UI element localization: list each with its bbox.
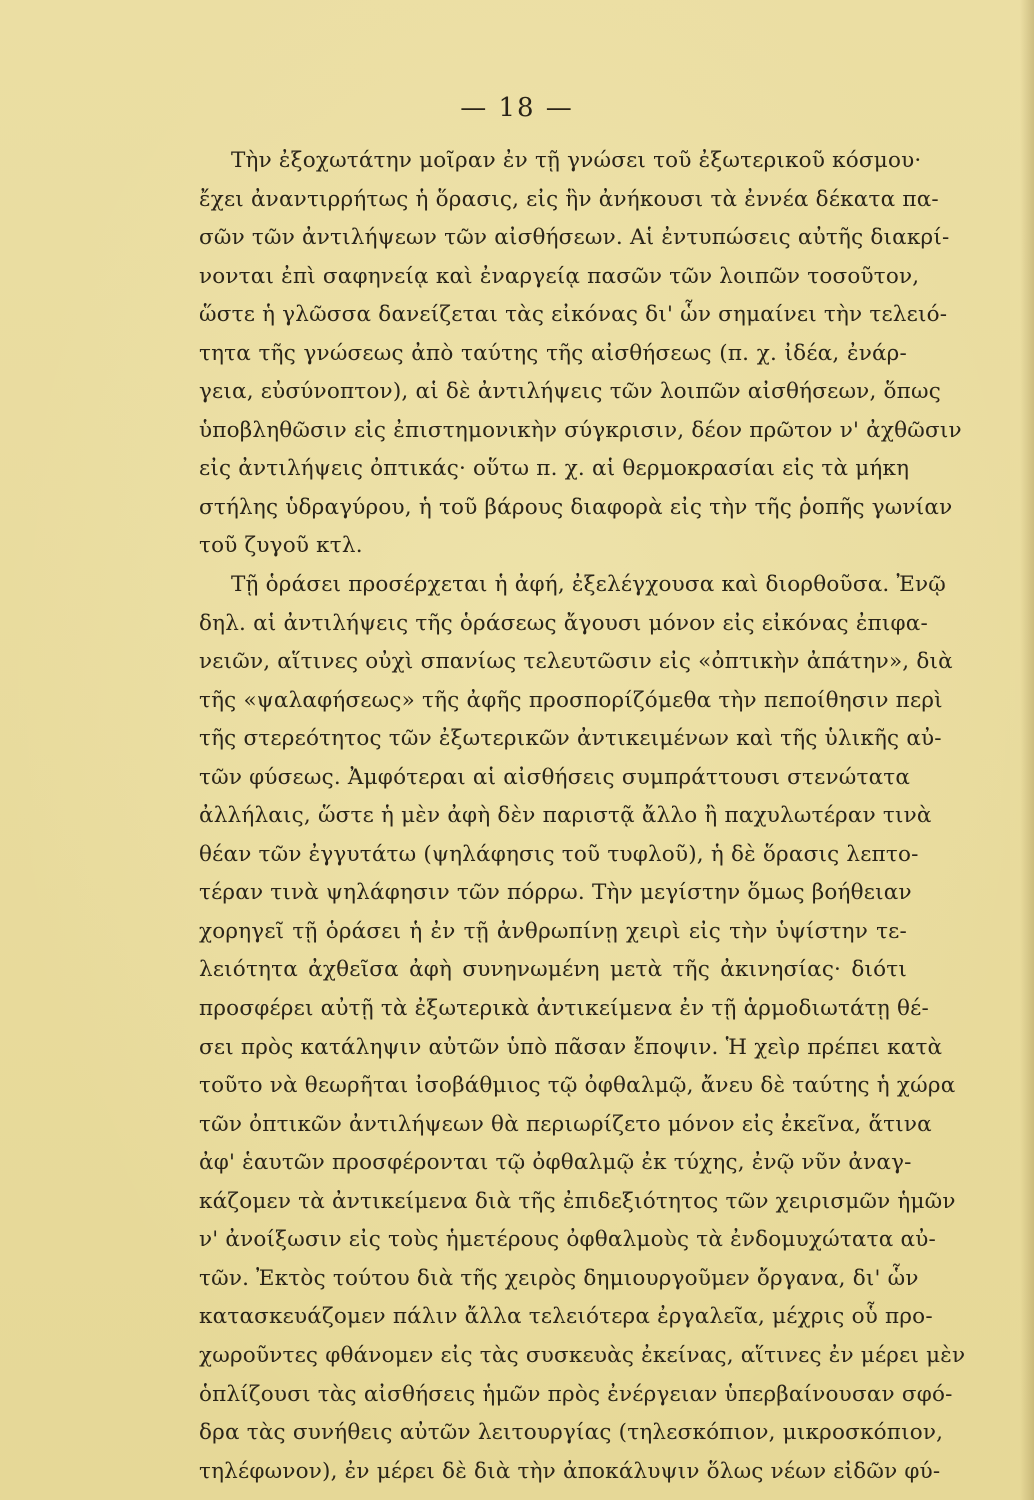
text-line: ν' ἀνοίξωσιν εἰς τοὺς ἡμετέρους ὀφθαλμοὺς τὰ ἐνδομυχώτατα αὐ-	[199, 1227, 936, 1253]
text-line: θέαν τῶν ἐγγυτάτω (ψηλάφησις τοῦ τυφλοῦ), ἡ δὲ ὅρασις λεπτο-	[199, 841, 919, 867]
text-line: κάζομεν τὰ ἀντικείμενα διὰ τῆς ἐπιδεξιότητος τῶν χειρισμῶν ἡμῶν	[199, 1188, 956, 1214]
text-line: κατασκευάζομεν πάλιν ἄλλα τελειότερα ἐργαλεῖα, μέχρις οὗ προ-	[199, 1304, 933, 1330]
page-edge-shadow	[1020, 0, 1034, 1500]
text-line: ἀλλήλαις, ὥστε ἡ μὲν ἀφὴ δὲν παριστᾷ ἄλλο ἢ παχυλωτέραν τινὰ	[199, 803, 932, 829]
text-line: ὑποβληθῶσιν εἰς ἐπιστημονικὴν σύγκρισιν, δέον πρῶτον ν' ἀχθῶσιν	[199, 417, 962, 443]
text-line: τέραν τινὰ ψηλάφησιν τῶν πόρρω. Τὴν μεγίστην ὅμως βοήθειαν	[199, 880, 912, 906]
text-line: νονται ἐπὶ σαφηνείᾳ καὶ ἐναργείᾳ πασῶν τῶν λοιπῶν τοσοῦτον,	[199, 263, 920, 289]
text-line: χορηγεῖ τῇ ὁράσει ἡ ἐν τῇ ἀνθρωπίνῃ χειρὶ εἰς τὴν ὑψίστην τε-	[199, 918, 907, 944]
text-line: τῶν. Ἐκτὸς τούτου διὰ τῆς χειρὸς δημιουργοῦμεν ὄργανα, δι' ὧν	[199, 1265, 919, 1291]
body-text	[199, 142, 966, 1491]
text-line: σῶν τῶν ἀντιλήψεων τῶν αἰσθήσεων. Αἱ ἐντυπώσεις αὐτῆς διακρί-	[199, 225, 950, 251]
text-line: τῶν φύσεως. Ἀμφότεραι αἱ αἰσθήσεις συμπράττουσι στενώτατα	[199, 764, 911, 790]
text-line: εἰς ἀντιλήψεις ὀπτικάς· οὕτω π. χ. αἱ θερμοκρασίαι εἰς τὰ μήκη	[199, 456, 910, 482]
text-line: νειῶν, αἵτινες οὐχὶ σπανίως τελευτῶσιν εἰς «ὀπτικὴν ἀπάτην», διὰ	[199, 649, 953, 675]
text-line: γεια, εὐσύνοπτον), αἱ δὲ ἀντιλήψεις τῶν λοιπῶν αἰσθήσεων, ὅπως	[199, 379, 941, 405]
text-line: ὁπλίζουσι τὰς αἰσθήσεις ἡμῶν πρὸς ἐνέργειαν ὑπερβαίνουσαν σφό-	[199, 1381, 953, 1407]
text-line: λειότητα ἀχθεῖσα ἀφὴ συνηνωμένη μετὰ τῆς ἀκινησίας· διότι	[199, 957, 907, 983]
text-line: Τῇ ὁράσει προσέρχεται ἡ ἀφή, ἐξελέγχουσα καὶ διορθοῦσα. Ἐνῷ	[231, 572, 947, 598]
text-line: τοῦ ζυγοῦ κτλ.	[199, 533, 363, 559]
page-number: — 18 —	[460, 93, 574, 123]
text-line: τῶν ὀπτικῶν ἀντιλήψεων θὰ περιωρίζετο μόνον εἰς ἐκεῖνα, ἅτινα	[199, 1111, 932, 1137]
text-line: Τὴν ἐξοχωτάτην μοῖραν ἐν τῇ γνώσει τοῦ ἐξωτερικοῦ κόσμου·	[231, 148, 922, 173]
text-line: τῆς «ψαλαφήσεως» τῆς ἀφῆς προσπορίζόμεθα τὴν πεποίθησιν περὶ	[199, 687, 943, 713]
text-line: τῆς στερεότητος τῶν ἐξωτερικῶν ἀντικειμένων καὶ τῆς ὑλικῆς αὐ-	[199, 726, 942, 752]
text-line: τητα τῆς γνώσεως ἀπὸ ταύτης τῆς αἰσθήσεως (π. χ. ἰδέα, ἐνάρ-	[199, 340, 907, 366]
text-line: τηλέφωνον), ἐν μέρει δὲ διὰ τὴν ἀποκάλυψιν ὅλως νέων εἰδῶν φύ-	[199, 1458, 941, 1484]
text-line: χωροῦντες φθάνομεν εἰς τὰς συσκευὰς ἐκείνας, αἵτινες ἐν μέρει μὲν	[199, 1342, 966, 1368]
text-line: προσφέρει αὐτῇ τὰ ἐξωτερικὰ ἀντικείμενα ἐν τῇ ἁρμοδιωτάτῃ θέ-	[199, 996, 929, 1022]
text-line: ὥστε ἡ γλῶσσα δανείζεται τὰς εἰκόνας δι' ὧν σημαίνει τὴν τελειό-	[199, 302, 948, 328]
text-line: δηλ. αἱ ἀντιλήψεις τῆς ὁράσεως ἄγουσι μόνον εἰς εἰκόνας ἐπιφα-	[199, 610, 928, 636]
text-line: τοῦτο νὰ θεωρῆται ἰσοβάθμιος τῷ ὀφθαλμῷ, ἄνευ δὲ ταύτης ἡ χώρα	[199, 1073, 956, 1099]
text-line: ἀφ' ἑαυτῶν προσφέρονται τῷ ὀφθαλμῷ ἐκ τύχης, ἐνῷ νῦν ἀναγ-	[199, 1150, 912, 1176]
text-line: σει πρὸς κατάληψιν αὐτῶν ὑπὸ πᾶσαν ἔποψιν. Ἡ χεὶρ πρέπει κατὰ	[199, 1034, 943, 1060]
text-line: δρα τὰς συνήθεις αὐτῶν λειτουργίας (τηλεσκόπιον, μικροσκόπιον,	[199, 1420, 944, 1446]
text-line: στήλης ὑδραγύρου, ἡ τοῦ βάρους διαφορὰ εἰς τὴν τῆς ῥοπῆς γωνίαν	[199, 494, 953, 520]
text-line: ἔχει ἀναντιρρήτως ἡ ὅρασις, εἰς ἣν ἀνήκουσι τὰ ἐννέα δέκατα πα-	[199, 186, 939, 212]
